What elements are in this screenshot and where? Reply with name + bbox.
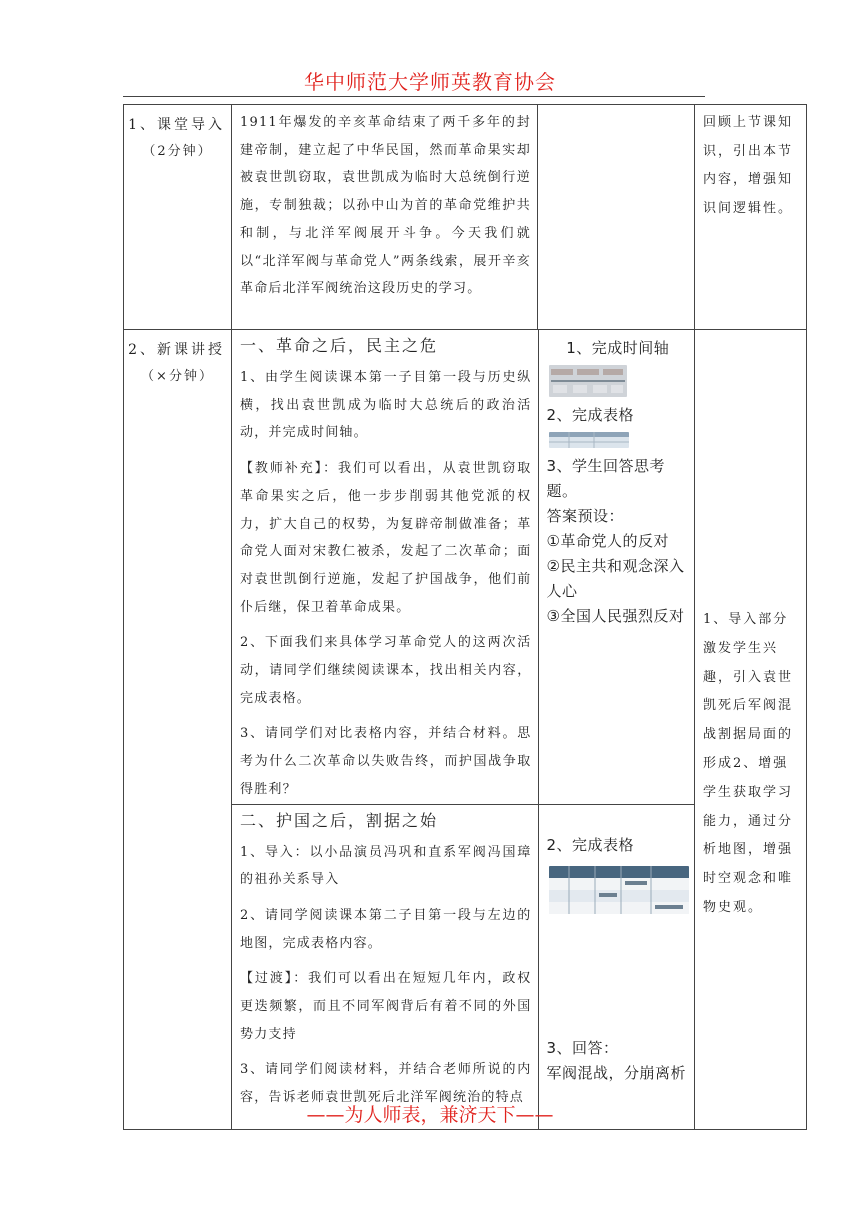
answer-item: ①革命党人的反对 [546, 532, 669, 550]
section2-student-cell [538, 804, 695, 1129]
student-item: 3、学生回答思考题。 [546, 457, 666, 500]
section1-teacher-cell [232, 330, 538, 804]
answer-title: 答案预设： [546, 507, 625, 525]
student-item: 2、完成表格 [546, 835, 635, 854]
answer-item: ③全国人民强烈反对 [546, 607, 685, 625]
lesson-plan-table [123, 104, 807, 1130]
footer-motto: ——为人师表，兼济天下—— [306, 1104, 554, 1126]
header-divider [123, 96, 705, 97]
section1-student-activity [539, 330, 696, 629]
section2-student-activity [539, 805, 696, 1086]
student-item: 3、回答： [546, 1038, 619, 1057]
section2-text [232, 835, 538, 1112]
table-thumbnail-image [549, 432, 629, 448]
table-row [124, 105, 807, 330]
timeline-thumbnail-image [549, 365, 627, 397]
design-intent-cell [695, 105, 807, 330]
section2-para: 2、请同学阅读课本第二子目第一段与左边的地图，完成表格内容。 [240, 907, 532, 951]
stage-cell [124, 105, 232, 330]
answer-item: 军阀混战，分崩离析 [546, 1063, 687, 1082]
content-block [232, 330, 695, 1130]
answer-item: ②民主共和观念深入人心 [546, 557, 685, 600]
stage-label: 2、新课讲授 [128, 342, 225, 358]
student-item: 1、完成时间轴 [566, 339, 670, 357]
section1-text [232, 360, 538, 804]
stage-time: （×分钟） [141, 369, 214, 384]
section2-heading: 二、护国之后，割据之始 [240, 810, 439, 830]
section1-para: 3、请同学们对比表格内容，并结合材料。思考为什么二次革命以失败告终，而护国战争取得胜利？ [240, 726, 532, 797]
student-activity-cell [538, 105, 695, 330]
design-intent-text: 回顾上节课知识，引出本节内容，增强知识间逻辑性。 [703, 115, 794, 216]
design-intent-cell [695, 330, 807, 1130]
section-table [232, 330, 695, 1129]
section2-para: 【过渡】：我们可以看出在短短几年内，政权更迭频繁，而且不同军阀背后有着不同的外国势力支持 [240, 971, 532, 1042]
section1-para: 1、由学生阅读课本第一子目第一段与历史纵横，找出袁世凯成为临时大总统后的政治活动，并完成时间轴。 [240, 370, 532, 441]
student-activity-text [538, 105, 694, 109]
section-row [232, 330, 695, 804]
section2-teacher-cell [232, 804, 538, 1129]
section1-student-cell [538, 330, 695, 804]
stage-time: （2分钟） [142, 144, 213, 159]
section2-para: 3、请同学们阅读材料，并结合老师所说的内容，告诉老师袁世凯死后北洋军阀统治的特点 [240, 1062, 532, 1106]
section1-para: 2、下面我们来具体学习革命党人的这两次活动，请同学们继续阅读课本，找出相关内容，完成表格。 [240, 635, 532, 706]
student-item: 2、完成表格 [546, 406, 635, 424]
design-intent-text: 1、导入部分激发学生兴趣，引入袁世凯死后军阀混战割据局面的形成2、增强学生获取学习能力，通过分析地图，增强时空观念和唯物史观。 [703, 612, 794, 915]
page-header-title: 华中师范大学师英教育协会 [304, 70, 556, 94]
stage-cell [124, 330, 232, 1130]
section2-para: 1、导入：以小品演员冯巩和直系军阀冯国璋的祖孙关系导入 [240, 844, 532, 888]
warlord-table-thumbnail-image [549, 866, 689, 914]
section-row [232, 804, 695, 1129]
table-row [124, 330, 807, 1130]
stage-label: 1、课堂导入 [128, 117, 225, 133]
section1-para: 【教师补充】：我们可以看出，从袁世凯窃取革命果实之后，他一步步削弱其他党派的权力，扩大自己的权势，为复辟帝制做准备；革命党人面对宋教仁被杀，发起了二次革命；面对袁世凯倒行逆施，发起了护国战争，他们前仆后继，保卫着革命成果。 [240, 461, 532, 615]
section1-heading: 一、革命之后，民主之危 [240, 336, 439, 355]
teacher-activity-text: 1911年爆发的辛亥革命结束了两千多年的封建帝制，建立起了中华民国，然而革命果实却被袁世凯窃取，袁世凯成为临时大总统倒行逆施，专制独裁；以孙中山为首的革命党维护共和制，与北洋军阀展开斗争。今天我们就以“北洋军阀与革命党人”两条线索，展开辛亥革命后北洋军阀统治这段历史的学习。 [240, 115, 531, 297]
teacher-activity-cell [232, 105, 538, 330]
